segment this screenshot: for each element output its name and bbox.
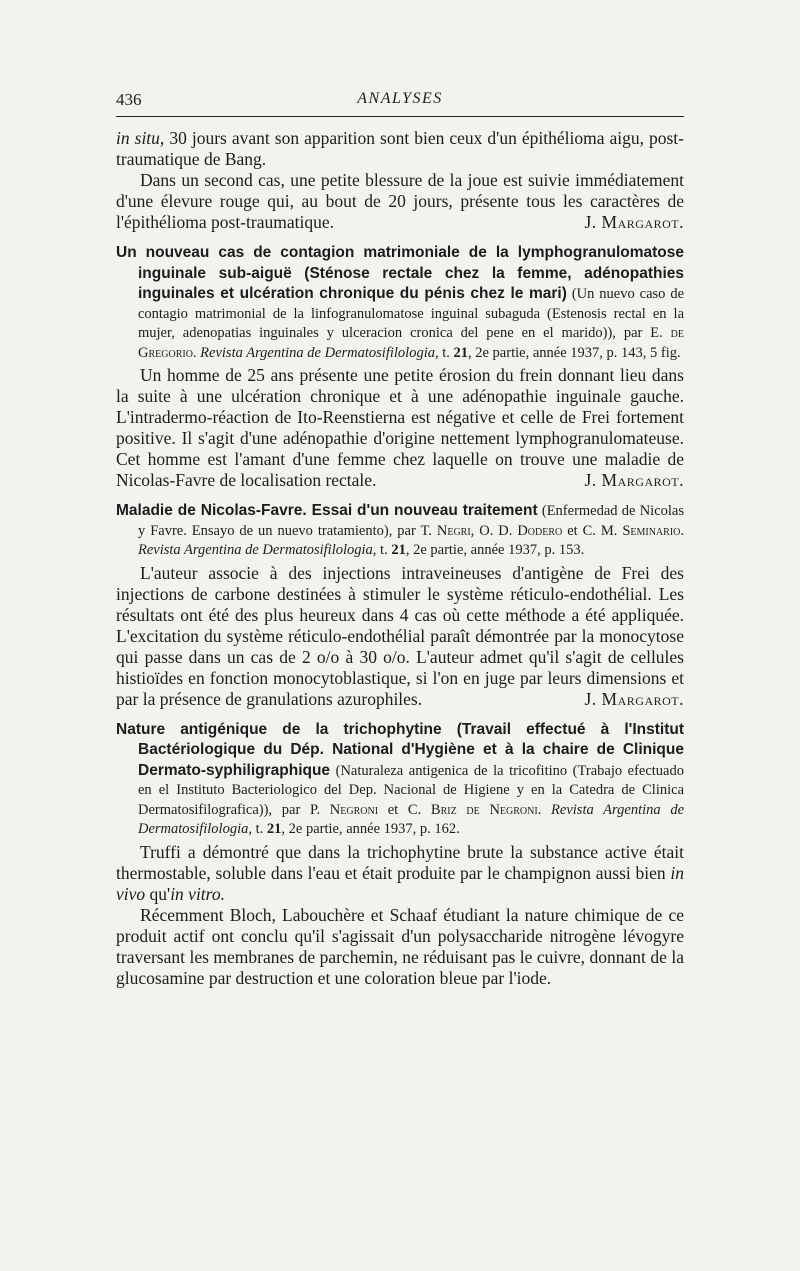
review-entry-3-body-2 — [116, 905, 684, 989]
paragraph-text: 30 jours avant son apparition sont bien ceux d'un épithélioma aigu, post-traumatique de Bang. — [116, 128, 684, 169]
original-title: (Un nuevo caso de contagio matrimonial de la linfogranulomatose inguinal subaguda (Estenosis rectal en la mujer, adenopatias inguinales y ulceracion cronica del pene en el marido)), par E. de Gregorio. Revista Argentina de Dermatosifilologia, t. 21, 2e partie, année 1937, p. 143, 5 fig. — [138, 286, 684, 361]
review-entry-3-body-1: Truffi a démontré que dans la trichophytine brute la substance active était thermostable, soluble dans l'eau et était produite par le champignon aussi bien in vivo qu'in vitro. — [116, 841, 684, 904]
paragraph-text: L'auteur associe à des injections intraveineuses d'antigène de Frei des injections de carbone destinées à stimuler le système réticulo-endothélial. Les résultats ont été des plus heureux dans 4 cas où cette méthode a été appliquée. L'excitation du système réticulo-endothélial paraît démontrée par la monocytose qui passe dans un cas de 2 o/o à 30 o/o. L'auteur admet qu'il s'agit de cellules histioïdes en fonction monocytoblastique, si l'on en juge par leurs dimensions et par la présence de granulations azurophiles. — [116, 562, 684, 709]
page-header — [116, 90, 684, 117]
signature: J. Margarot. — [584, 470, 684, 490]
continuation-paragraph-2 — [116, 170, 684, 233]
review-entry-2-body — [116, 563, 684, 710]
paragraph-text: Récemment Bloch, Labouchère et Schaaf étudiant la nature chimique de ce produit actif ont conclu qu'il s'agissait d'un polysaccharide nitrogène lévogyre traversant les membranes de parchemin, ne réduisant pas le cuivre, donnant de la glucosamine par destruction et une coloration bleue par l'iode. — [116, 904, 684, 988]
paragraph-text: Dans un second cas, une petite blessure de la joue est suivie immédiatement d'une élevure rouge qui, au bout de 20 jours, présente tous les caractères de l'épithélioma post-traumatique. — [116, 170, 684, 232]
continuation-paragraph — [116, 128, 684, 170]
running-title: ANALYSES — [357, 90, 443, 107]
review-entry-2-heading — [116, 501, 684, 561]
review-entry-3-heading — [116, 720, 684, 840]
original-title: (Naturaleza antigenica de la tricofitino (Trabajo efectuado en el Instituto Bacteriologico del Dep. Nacional de Higiene y en la Catedra de Clinica Dermatosifilografica)), par P. Negroni et C. Briz de Negroni. Revista Argentina de Dermatosifilologia, t. 21, 2e partie, année 1937, p. 162. — [138, 762, 685, 837]
entry-title: Maladie de Nicolas-Favre. Essai d'un nouveau traitement — [116, 502, 538, 519]
italic-text: in situ, — [116, 128, 165, 148]
page-body — [116, 128, 684, 989]
page-number: 436 — [116, 90, 142, 109]
review-entry-1-heading — [116, 243, 684, 363]
signature: J. Margarot. — [584, 212, 684, 232]
original-title: (Enfermedad de Nicolas y Favre. Ensayo de un nuevo tratamiento), par T. Negri, O. D. Dodero et C. M. Seminario. Revista Argentina de Dermatosifilologia, t. 21, 2e partie, année 1937, p. 153. — [138, 503, 684, 558]
review-entry-1-body — [116, 365, 684, 491]
entry-title: Un nouveau cas de contagion matrimoniale de la lymphogranulomatose inguinale sub-aiguë (Sténose rectale chez la femme, adénopathies inguinales et ulcération chronique du pénis chez le mari) — [116, 244, 684, 302]
paragraph-text: Un homme de 25 ans présente une petite érosion du frein donnant lieu dans la suite à une ulcération chronique et à une adénopathie inguinale gauche. L'intradermo-réaction de Ito-Reenstierna est négative et celle de Frei fortement positive. Il s'agit d'une adénopathie d'origine nettement lymphogranulomateuse. Cet homme est l'amant d'une femme chez laquelle on trouve une maladie de Nicolas-Favre de localisation rectale. — [116, 365, 684, 490]
signature: J. Margarot. — [584, 688, 684, 709]
entry-title: Nature antigénique de la trichophytine (Travail effectué à l'Institut Bactériologique du Dép. National d'Hygiène et à la chaire de Clinique Dermato-syphiligraphique — [116, 720, 684, 779]
